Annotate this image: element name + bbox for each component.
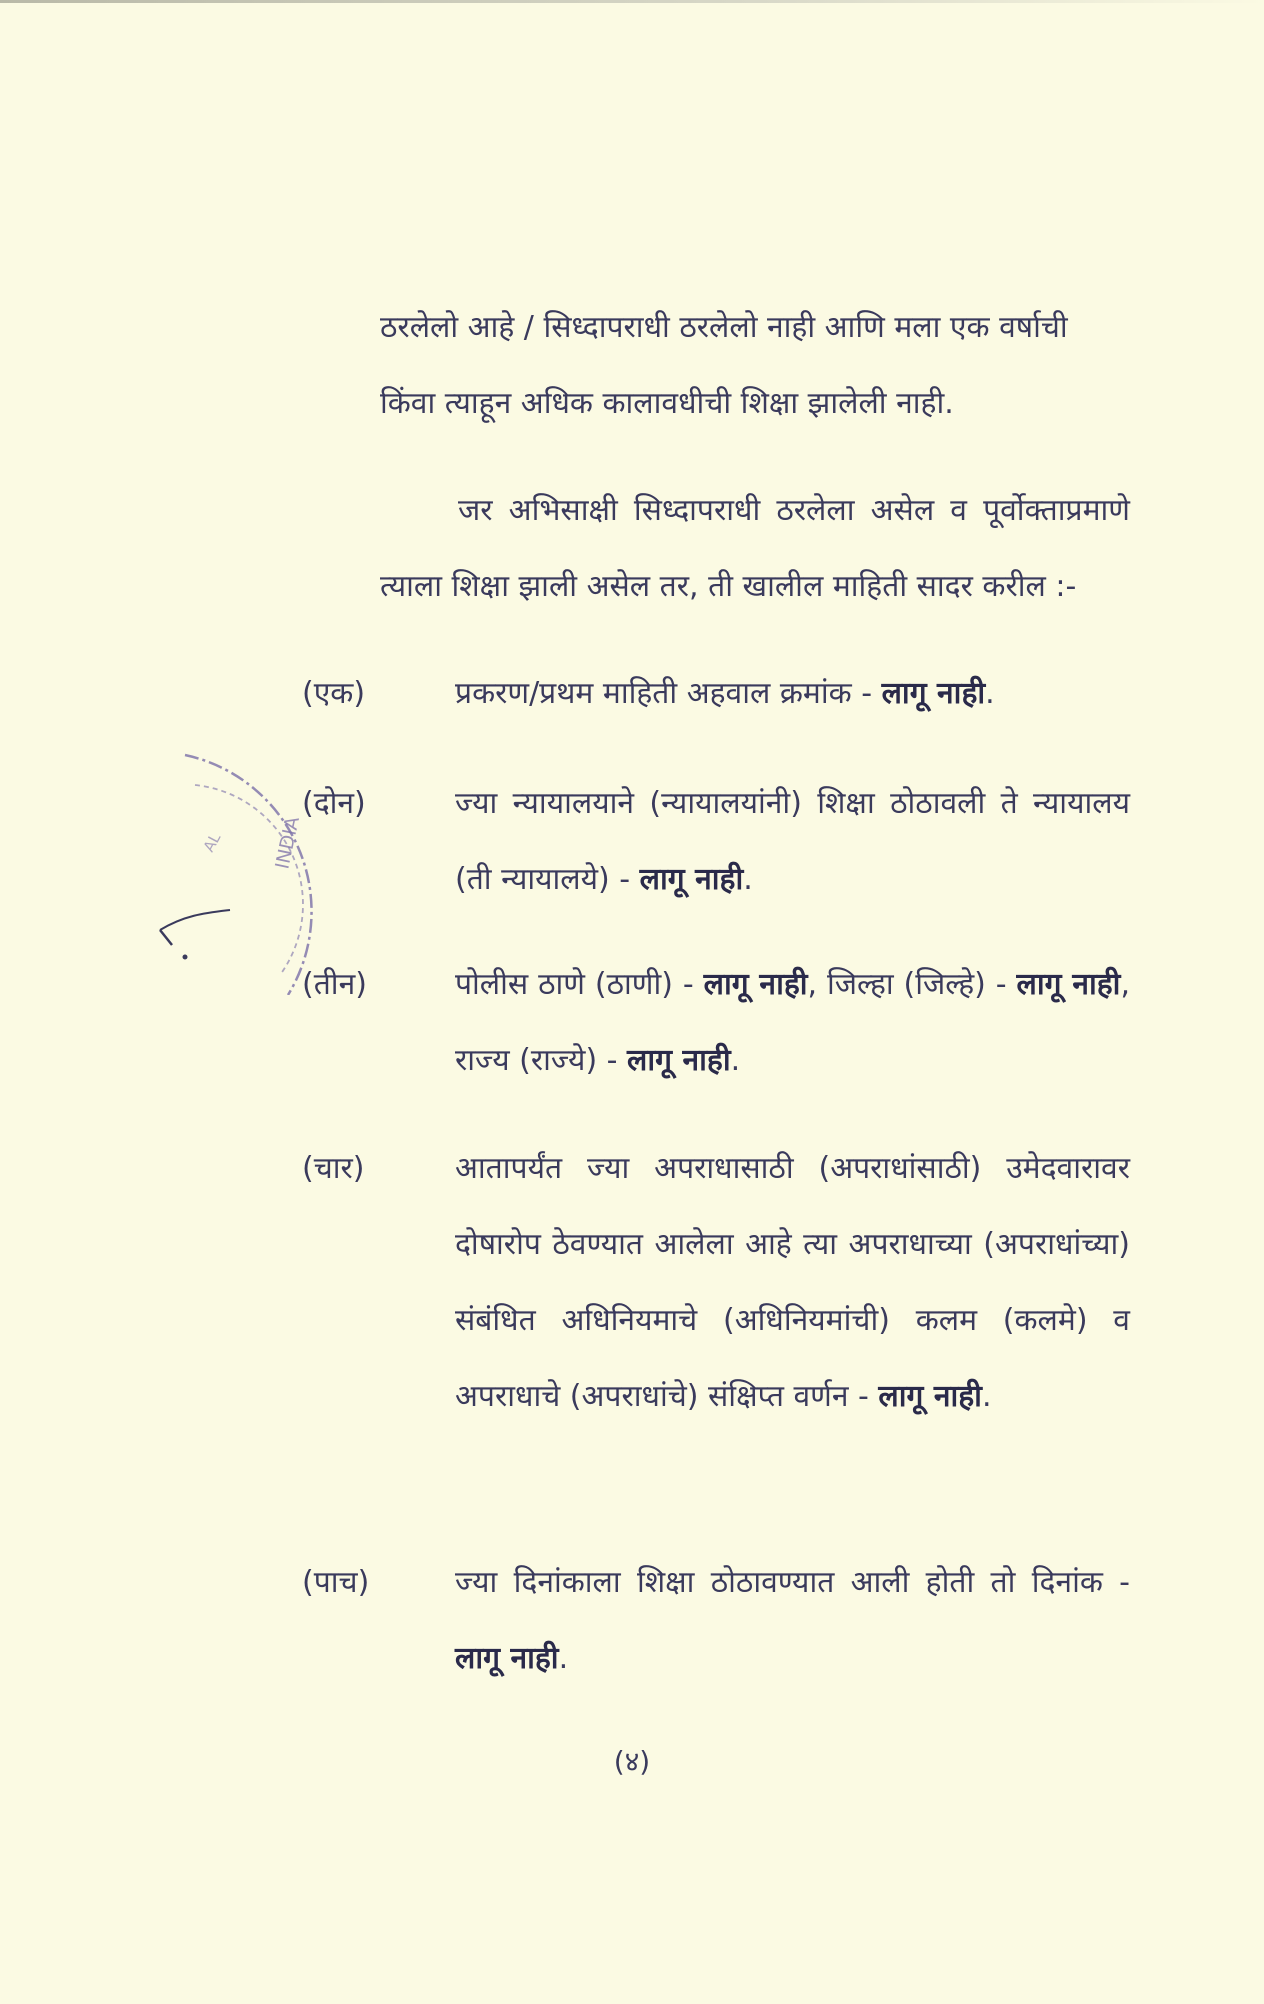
item-text: आतापर्यंत ज्या अपराधासाठी (अपराधांसाठी) उमेदवारावर दोषारोप ठेवण्यात आलेला आहे त्या अपराधाच्या (अपराधांच्या) संबंधित अधिनियमाचे (अधिनियमांची) कलम (कलमे) व अपराधाचे (अपराधांचे) संक्षिप्त वर्णन - लागू नाही. — [455, 1151, 1130, 1414]
intro-line-1: ठरलेलो आहे / सिध्दापराधी ठरलेलो नाही आणि मला एक वर्षाची — [380, 310, 1068, 345]
page-number: (४) — [613, 1745, 651, 1778]
item-text: ज्या दिनांकाला शिक्षा ठोठावण्यात आली होती तो दिनांक - लागू नाही. — [455, 1565, 1130, 1676]
item-number: (एक) — [302, 676, 366, 711]
item-number: (दोन) — [302, 786, 366, 821]
item-number: (पाच) — [302, 1565, 370, 1600]
answer-not-applicable: लागू नाही — [1016, 967, 1121, 1002]
top-edge-rule — [0, 0, 1264, 3]
intro-line-2: किंवा त्याहून अधिक कालावधीची शिक्षा झालेली नाही. — [380, 386, 954, 421]
answer-not-applicable: लागू नाही — [881, 676, 986, 711]
answer-not-applicable: लागू नाही — [878, 1379, 982, 1414]
item-text: प्रकरण/प्रथम माहिती अहवाल क्रमांक - लागू नाही. — [455, 676, 995, 711]
answer-not-applicable: लागू नाही — [639, 862, 744, 897]
answer-not-applicable: लागू नाही — [703, 967, 808, 1002]
item-number: (तीन) — [302, 967, 367, 1002]
item-text: ज्या न्यायालयाने (न्यायालयांनी) शिक्षा ठोठावली ते न्यायालय (ती न्यायालये) - लागू नाही. — [455, 786, 1130, 897]
condition-paragraph: जर अभिसाक्षी सिध्दापराधी ठरलेला असेल व पूर्वोक्ताप्रमाणे त्याला शिक्षा झाली असेल तर, ती खालील माहिती सादर करील :- — [380, 493, 1130, 604]
official-seal-stamp — [140, 735, 315, 995]
item-number: (चार) — [302, 1151, 365, 1186]
item-text: पोलीस ठाणे (ठाणी) - लागू नाही, जिल्हा (जिल्हे) - लागू नाही, राज्य (राज्ये) - लागू नाही. — [455, 967, 1130, 1078]
intro-paragraph — [380, 290, 1130, 442]
seal-text: INDIA — [271, 814, 304, 872]
answer-not-applicable: लागू नाही — [455, 1641, 559, 1676]
svg-text:AL: AL — [199, 829, 225, 855]
answer-not-applicable: लागू नाही — [627, 1043, 731, 1078]
